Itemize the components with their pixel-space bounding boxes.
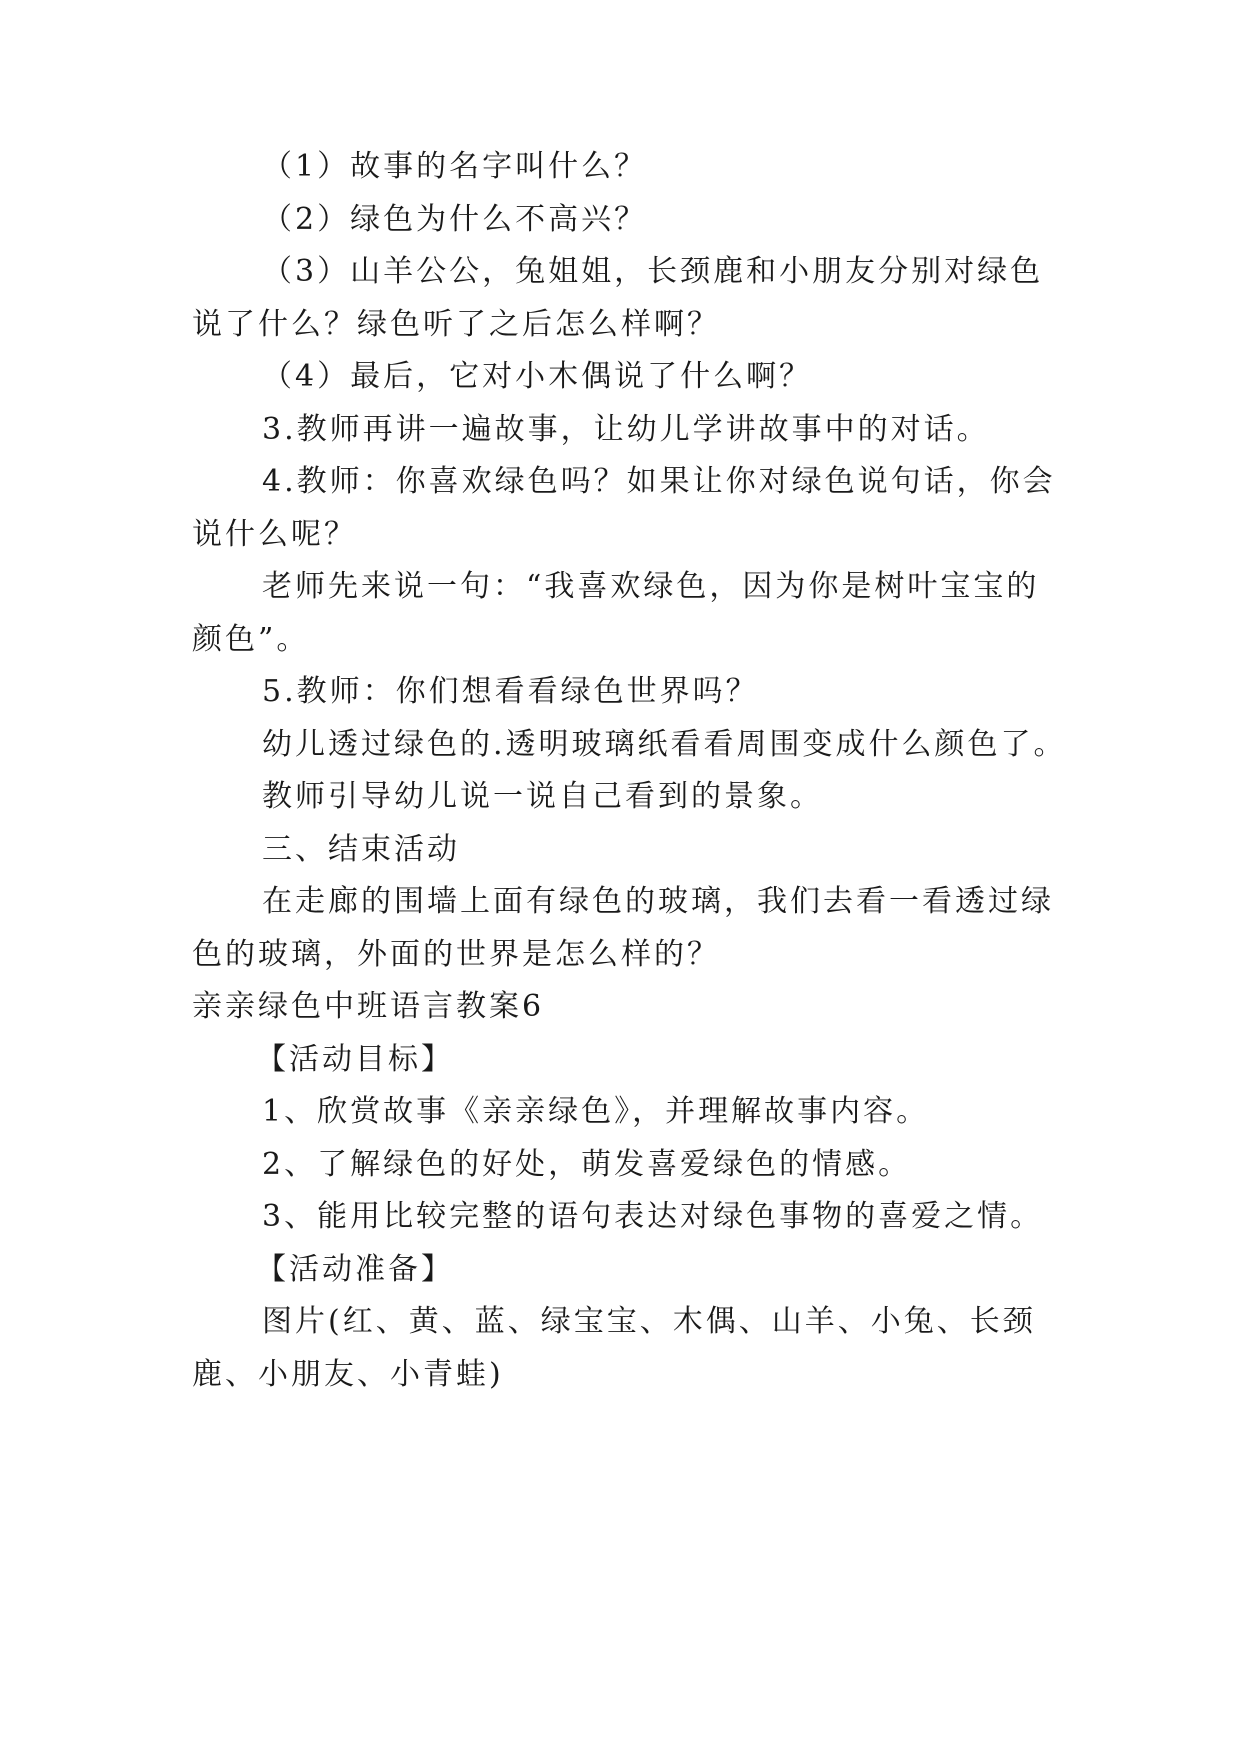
question-1: （1）故事的名字叫什么？	[262, 149, 648, 184]
goal-2: 2、了解绿色的好处，萌发喜爱绿色的情感。	[262, 1147, 912, 1182]
preparation-line-2: 鹿、小朋友、小青蛙)	[192, 1357, 504, 1392]
preparation-line-1: 图片(红、黄、蓝、绿宝宝、木偶、山羊、小兔、长颈	[262, 1304, 1036, 1339]
step-3: 3.教师再讲一遍故事，让幼儿学讲故事中的对话。	[262, 412, 990, 447]
question-2: （2）绿色为什么不高兴？	[262, 202, 648, 237]
teacher-sentence-line-1: 老师先来说一句：“我喜欢绿色，因为你是树叶宝宝的	[262, 569, 1040, 604]
heading-activity-preparation: 【活动准备】	[256, 1252, 454, 1287]
question-4: （4）最后，它对小木偶说了什么啊？	[262, 359, 813, 394]
question-3-line-2: 说了什么？绿色听了之后怎么样啊？	[192, 307, 720, 342]
question-3-line-1: （3）山羊公公，兔姐姐，长颈鹿和小朋友分别对绿色	[262, 254, 1044, 289]
teacher-guide: 教师引导幼儿说一说自己看到的景象。	[262, 779, 823, 814]
step-4-line-2: 说什么呢？	[192, 517, 357, 552]
goal-1: 1、欣赏故事《亲亲绿色》，并理解故事内容。	[262, 1094, 930, 1129]
section-end-activity: 三、结束活动	[262, 832, 460, 867]
end-activity-line-1: 在走廊的围墙上面有绿色的玻璃，我们去看一看透过绿	[262, 884, 1054, 919]
step-5: 5.教师：你们想看看绿色世界吗？	[262, 674, 759, 709]
children-observe: 幼儿透过绿色的.透明玻璃纸看看周围变成什么颜色了。	[262, 727, 1067, 762]
goal-3: 3、能用比较完整的语句表达对绿色事物的喜爱之情。	[262, 1199, 1044, 1234]
step-4-line-1: 4.教师：你喜欢绿色吗？如果让你对绿色说句话，你会	[262, 464, 1056, 499]
end-activity-line-2: 色的玻璃，外面的世界是怎么样的？	[192, 937, 720, 972]
heading-activity-goals: 【活动目标】	[256, 1042, 454, 1077]
teacher-sentence-line-2: 颜色”。	[192, 622, 310, 657]
lesson-plan-title: 亲亲绿色中班语言教案6	[192, 989, 545, 1024]
